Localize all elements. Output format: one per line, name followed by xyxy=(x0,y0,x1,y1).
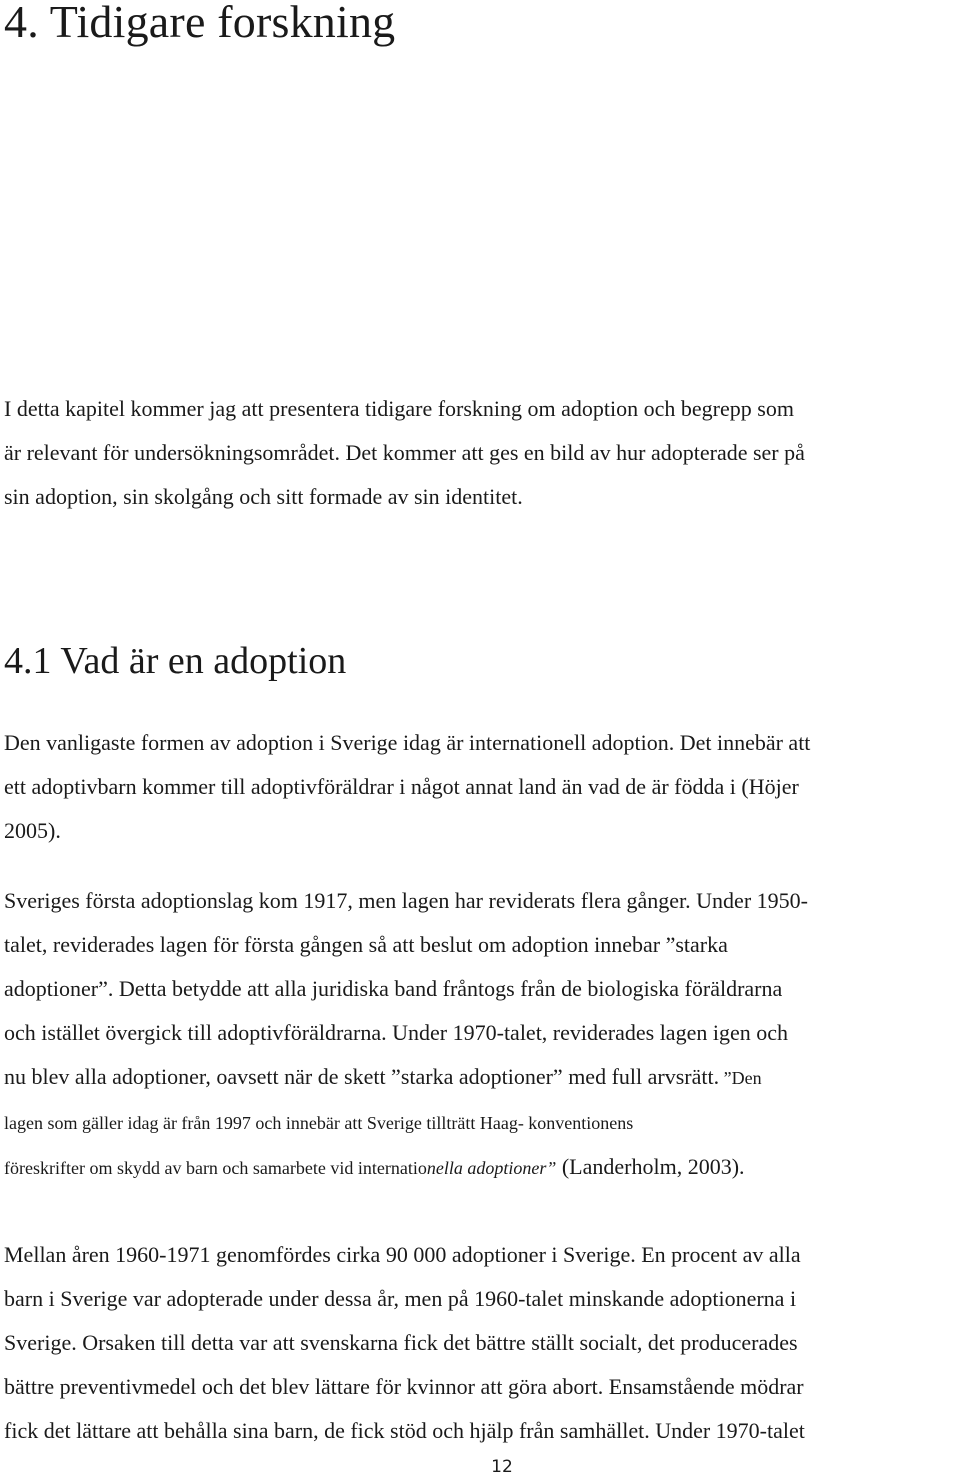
p3-line-5: fick det lättare att behålla sina barn, de fick stöd och hjälp från samhället. Under 1970-talet xyxy=(4,1418,805,1443)
p2-line-7-italic: nella adoptioner” xyxy=(426,1158,557,1178)
p3-line-1: Mellan åren 1960-1971 genomfördes cirka 90 000 adoptioner i Sverige. En procent av alla xyxy=(4,1242,801,1267)
p2-line-5 xyxy=(4,1062,762,1093)
p3-line-4: bättre preventivmedel och det blev lättare för kvinnor att göra abort. Ensamstående mödrar xyxy=(4,1374,804,1399)
p3-line-2: barn i Sverige var adopterade under dessa år, men på 1960-talet minskande adoptionerna i xyxy=(4,1286,797,1311)
p2-line-5-main: nu blev alla adoptioner, oavsett när de skett ”starka adoptioner” med full arvsrätt. xyxy=(4,1064,720,1089)
p2-line-2: talet, reviderades lagen för första gången så att beslut om adoption innebar ”starka xyxy=(4,932,728,957)
p3-line-3: Sverige. Orsaken till detta var att svenskarna fick det bättre ställt socialt, det producerades xyxy=(4,1330,798,1355)
p2-line-4: och istället övergick till adoptivföräldrarna. Under 1970-talet, reviderades lagen igen och xyxy=(4,1020,788,1045)
intro-line-3: sin adoption, sin skolgång och sitt formade av sin identitet. xyxy=(4,484,523,509)
p2-line-6: lagen som gäller idag är från 1997 och innebär att Sverige tillträtt Haag- konventionens xyxy=(4,1113,634,1133)
page-number: 12 xyxy=(491,1457,513,1477)
p2-line-7-citation: (Landerholm, 2003). xyxy=(556,1154,745,1179)
intro-line-2: är relevant för undersökningsområdet. Det kommer att ges en bild av hur adopterade ser på xyxy=(4,440,805,465)
p1-line-3: 2005). xyxy=(4,818,61,843)
p1-line-2: ett adoptivbarn kommer till adoptivföräldrar i något annat land än vad de är födda i (Höjer xyxy=(4,774,799,799)
section-title: 4.1 Vad är en adoption xyxy=(4,640,347,682)
p2-line-7 xyxy=(4,1152,745,1183)
p1-line-1: Den vanligaste formen av adoption i Sverige idag är internationell adoption. Det innebär att xyxy=(4,730,811,755)
intro-line-1: I detta kapitel kommer jag att presentera tidigare forskning om adoption och begrepp som xyxy=(4,396,794,421)
p2-line-5-quote-start: ”Den xyxy=(719,1068,762,1088)
p2-line-7-part-a: föreskrifter om skydd av barn och samarbete vid internatio xyxy=(4,1158,427,1178)
p2-line-3: adoptioner”. Detta betydde att alla juridiska band fråntogs från de biologiska föräldrarna xyxy=(4,976,783,1001)
p2-line-1: Sveriges första adoptionslag kom 1917, men lagen har reviderats flera gånger. Under 1950- xyxy=(4,888,808,913)
chapter-title: 4. Tidigare forskning xyxy=(4,0,396,47)
